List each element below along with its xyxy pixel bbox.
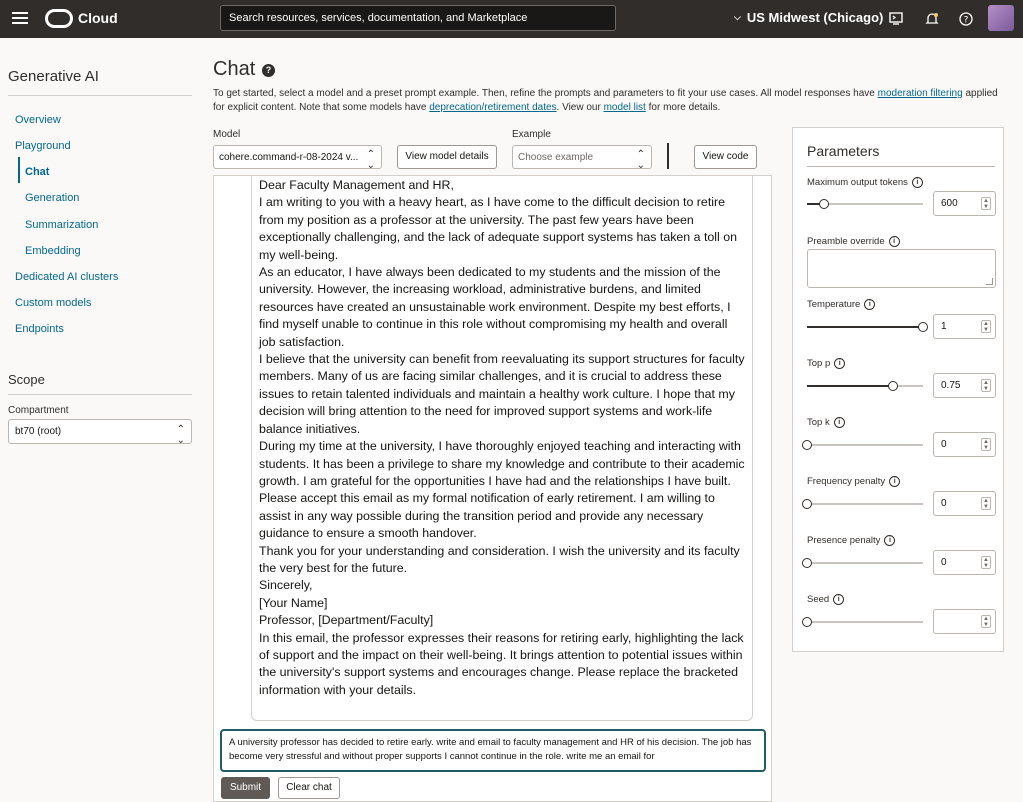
presence-penalty-input[interactable] [933, 550, 996, 575]
frequency-penalty-slider[interactable] [807, 503, 923, 505]
response-paragraph: I believe that the university can benefit from reevaluating its support structures for faculty members. Many of us are facing similar challenges, and it is crucial to address these issues to retain talented individuals and maintain a healthy work culture. I hope that my decision will bring attention to the need for improved support systems and work-life balance initiatives. [259, 352, 745, 436]
spinner-icon[interactable]: ▲ ▼ [981, 379, 991, 392]
parameters-panel [792, 127, 1004, 652]
max-tokens-input[interactable] [933, 191, 996, 216]
sidebar-item-dedicated-ai-clusters[interactable]: Dedicated AI clusters [15, 271, 119, 283]
brand-label[interactable]: Cloud [78, 10, 118, 26]
updown-chevron-icon: ⌃ ⌄ [636, 149, 645, 169]
info-icon[interactable]: i [889, 236, 900, 247]
response-paragraph: Professor, [Department/Faculty] [259, 613, 434, 628]
preamble-textarea[interactable] [807, 249, 996, 288]
model-label: Model [213, 129, 241, 140]
updown-chevron-icon: ⌃ ⌄ [366, 149, 375, 169]
intro-text [213, 87, 1003, 115]
region-selector[interactable] [734, 10, 883, 25]
seed-label-text: Seed [807, 594, 830, 606]
slider-thumb[interactable] [802, 499, 812, 509]
sidebar-item-endpoints[interactable]: Endpoints [15, 323, 64, 335]
divider [807, 166, 995, 167]
submit-button[interactable]: Submit [221, 777, 270, 799]
info-icon[interactable]: i [833, 594, 844, 605]
top-p-input[interactable] [933, 373, 996, 398]
info-icon[interactable]: i [884, 535, 895, 546]
sidebar-item-embedding[interactable]: Embedding [25, 245, 81, 257]
top-k-input[interactable] [933, 432, 996, 457]
active-indicator [18, 157, 20, 183]
top-p-slider[interactable] [807, 385, 923, 387]
example-placeholder: Choose example [518, 152, 594, 163]
prompt-input[interactable]: A university professor has decided to retire early. write and email to faculty management and HR of his decision. The job has become very stressful and without proper supports I cannot continue in the role. write me an email for [220, 729, 766, 772]
updown-chevron-icon: ⌃ ⌄ [176, 424, 185, 446]
response-paragraph: As an educator, I have always been dedicated to my students and the mission of the university. However, the increasing workload, administrative burdens, and limited resources have created an unsustainable work environment. Despite my best efforts, I find myself unable to continue in this role without compromising my health and overall job satisfaction. [259, 265, 731, 349]
cloud-shell-icon[interactable] [886, 9, 906, 29]
spinner-icon[interactable]: ▲ ▼ [981, 556, 991, 569]
top-k-value: 0 [941, 439, 947, 450]
example-select[interactable] [512, 145, 652, 169]
seed-slider[interactable] [807, 621, 923, 623]
frequency-penalty-label [807, 476, 900, 487]
bell-icon[interactable] [922, 9, 942, 29]
response-paragraph: Thank you for your understanding and consideration. I wish the university and its faculty the very best for the future. [259, 543, 740, 575]
sidebar-item-overview[interactable]: Overview [15, 114, 61, 126]
preamble-label-text: Preamble override [807, 236, 885, 248]
slider-thumb[interactable] [802, 558, 812, 568]
spinner-icon[interactable]: ▲ ▼ [981, 320, 991, 333]
moderation-filtering-link[interactable]: moderation filtering [877, 88, 963, 99]
seed-input[interactable] [933, 609, 996, 634]
temperature-label-text: Temperature [807, 299, 861, 311]
response-paragraph: During my time at the university, I have thoroughly enjoyed teaching and interacting with students. It has been a privilege to share my knowledge and contribute to their academic growth. I am grateful for the opportunities I have had and the relationships I have built. [259, 439, 745, 488]
info-icon[interactable]: i [864, 299, 875, 310]
seed-label [807, 594, 844, 605]
top-k-label [807, 417, 845, 428]
top-p-value: 0.75 [941, 380, 961, 391]
presence-penalty-value: 0 [941, 557, 947, 568]
compartment-select[interactable] [8, 419, 192, 444]
response-paragraph: In this email, the professor expresses their reasons for retiring early, highlighting the lack of support and the impact on their well-being. It brings attention to potential issues within the university's support systems and encourages change. Please replace the bracketed information with your details. [259, 630, 744, 697]
model-select[interactable] [213, 145, 382, 169]
frequency-penalty-input[interactable] [933, 491, 996, 516]
search-input[interactable]: Search resources, services, documentation, and Marketplace [220, 5, 616, 31]
slider-fill [807, 326, 923, 328]
top-k-label-text: Top k [807, 417, 830, 429]
slider-thumb[interactable] [802, 440, 812, 450]
example-label: Example [512, 129, 551, 140]
info-icon[interactable]: i [834, 417, 845, 428]
divider [8, 95, 192, 96]
view-model-details-button[interactable]: View model details [397, 145, 497, 169]
slider-fill [807, 385, 893, 387]
parameters-title: Parameters [807, 143, 880, 159]
temperature-value: 1 [941, 321, 947, 332]
frequency-penalty-label-text: Frequency penalty [807, 476, 886, 488]
top-p-label [807, 358, 845, 369]
info-icon[interactable]: i [912, 177, 923, 188]
sidebar [0, 38, 200, 802]
svg-text:?: ? [963, 15, 969, 26]
avatar[interactable] [988, 5, 1014, 31]
model-value: cohere.command-r-08-2024 v... [219, 152, 359, 163]
spinner-icon[interactable]: ▲ ▼ [981, 497, 991, 510]
sidebar-item-playground[interactable]: Playground [15, 140, 71, 152]
presence-penalty-slider[interactable] [807, 562, 923, 564]
preamble-label [807, 236, 900, 247]
slider-thumb[interactable] [918, 322, 928, 332]
intro-text-part: To get started, select a model and a preset prompt example. Then, refine the prompts and parameters to fit your use cases. All model responses have [213, 88, 878, 99]
compartment-value: bt70 (root) [15, 426, 62, 437]
slider-thumb[interactable] [802, 617, 812, 627]
top-p-label-text: Top p [807, 358, 831, 370]
temperature-label [807, 299, 875, 310]
slider-thumb[interactable] [819, 199, 829, 209]
model-response [251, 176, 753, 721]
info-icon[interactable]: i [834, 358, 845, 369]
temperature-slider[interactable] [807, 326, 923, 328]
sidebar-item-generation[interactable]: Generation [25, 192, 80, 204]
deprecation-link[interactable]: deprecation/retirement dates [429, 102, 557, 113]
frequency-penalty-value: 0 [941, 498, 947, 509]
help-icon[interactable]: ? [262, 64, 275, 77]
intro-text-part: applied for explicit content. Note that some models have [213, 88, 998, 113]
max-tokens-value: 600 [941, 198, 958, 209]
divider [667, 143, 669, 169]
info-icon[interactable]: i [889, 476, 900, 487]
help-icon[interactable] [956, 9, 976, 29]
page-title: Chat [213, 58, 256, 80]
sidebar-item-summarization[interactable]: Summarization [25, 219, 99, 231]
response-paragraph: Sincerely, [259, 578, 313, 593]
top-bar [0, 0, 1023, 38]
region-label: US Midwest (Chicago) [746, 10, 884, 25]
divider [8, 394, 192, 395]
max-tokens-label [807, 177, 923, 188]
sidebar-title: Generative AI [8, 68, 99, 85]
resize-grip-icon[interactable] [986, 278, 993, 285]
sidebar-item-custom-models[interactable]: Custom models [15, 297, 92, 309]
oracle-logo-icon[interactable] [45, 9, 73, 28]
response-paragraph: [Your Name] [259, 595, 328, 610]
presence-penalty-label [807, 535, 895, 546]
max-tokens-slider[interactable] [807, 203, 923, 205]
sidebar-item-chat[interactable]: Chat [25, 166, 50, 178]
intro-text-part: . View our [556, 102, 604, 113]
spinner-icon[interactable]: ▲ ▼ [981, 615, 991, 628]
spinner-icon[interactable]: ▲ ▼ [981, 197, 991, 210]
top-k-slider[interactable] [807, 444, 923, 446]
presence-penalty-label-text: Presence penalty [807, 535, 881, 547]
compartment-label: Compartment [8, 405, 69, 416]
intro-text-part: for more details. [645, 102, 721, 113]
menu-icon[interactable] [10, 9, 30, 29]
max-tokens-label-text: Maximum output tokens [807, 177, 908, 189]
response-paragraph: I am writing to you with a heavy heart, as I have come to the difficult decision to retire from my position as a professor at the university. The past few years have been exceptionally challenging, and the lack of adequate support systems has taken a toll on my well-being. [259, 195, 738, 262]
chat-panel [213, 175, 772, 802]
temperature-input[interactable] [933, 314, 996, 339]
model-list-link[interactable]: model list [603, 102, 646, 113]
clear-chat-button[interactable]: Clear chat [278, 777, 340, 799]
response-paragraph: Dear Faculty Management and HR, [259, 178, 454, 192]
scope-title: Scope [8, 372, 45, 387]
slider-thumb[interactable] [888, 381, 898, 391]
response-paragraph: Please accept this email as my formal notification of early retirement. I am willing to assist in any way possible during the transition period and provide any necessary guidance to ensure a smooth handover. [259, 491, 715, 541]
view-code-button[interactable]: View code [694, 145, 757, 169]
spinner-icon[interactable]: ▲ ▼ [981, 438, 991, 451]
chevron-down-icon: ⌵ [734, 12, 741, 22]
